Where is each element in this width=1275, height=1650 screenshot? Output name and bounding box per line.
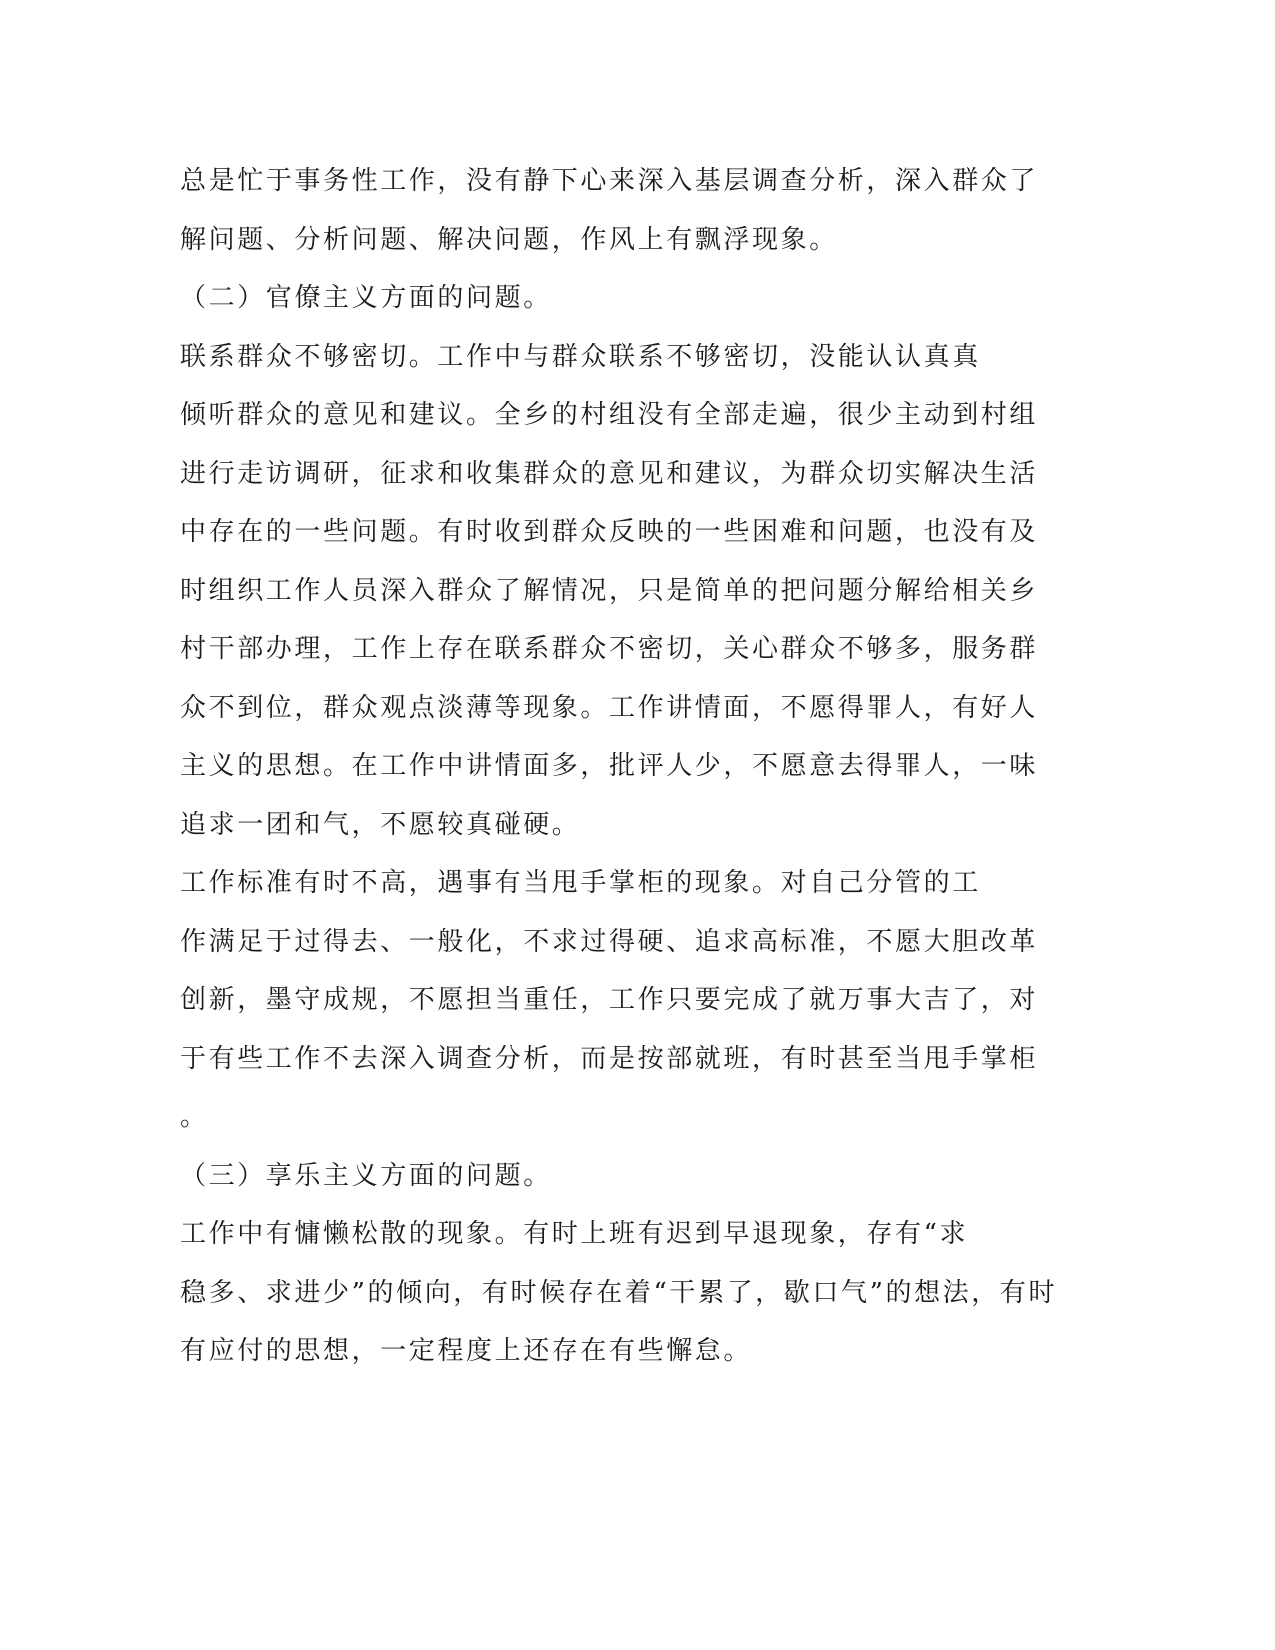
text-line: 解问题、分析问题、解决问题，作风上有飘浮现象。: [180, 224, 838, 255]
text-line: 总是忙于事务性工作，没有静下心来深入基层调查分析，深入群众了: [180, 166, 1039, 196]
text-line: 稳多、求进少”的倾向，有时候存在着“干累了，歇口气”的想法，有时: [180, 1277, 1058, 1308]
text-line: 时组织工作人员深入群众了解情况，只是简单的把问题分解给相关乡: [180, 575, 1039, 606]
text-line: 作满足于过得去、一般化，不求过得硬、追求高标准，不愿大胆改革: [180, 926, 1039, 957]
paragraph-first-line: 联系群众不够密切。工作中与群众联系不够密切，没能认认真真: [180, 341, 981, 372]
document-page: [180, 152, 1058, 1381]
text-line: 中存在的一些问题。有时收到群众反映的一些困难和问题，也没有及: [180, 517, 1039, 547]
text-line: 追求一团和气，不愿较真碰硬。: [180, 809, 581, 840]
section-heading: （二）官僚主义方面的问题。: [180, 283, 552, 313]
text-line: 。: [180, 1102, 209, 1132]
paragraph-first-line: 工作中有慵懒松散的现象。有时上班有迟到早退现象，存有“求: [180, 1219, 969, 1249]
text-line: 有应付的思想，一定程度上还存在有些懈怠。: [180, 1336, 753, 1366]
section-heading: （三）享乐主义方面的问题。: [180, 1160, 552, 1191]
text-line: 众不到位，群众观点淡薄等现象。工作讲情面，不愿得罪人，有好人: [180, 692, 1039, 723]
text-line: 村干部办理，工作上存在联系群众不密切，关心群众不够多，服务群: [180, 634, 1039, 664]
text-line: 倾听群众的意见和建议。全乡的村组没有全部走遍，很少主动到村组: [180, 400, 1039, 430]
text-line: 创新，墨守成规，不愿担当重任，工作只要完成了就万事大吉了，对: [180, 985, 1039, 1015]
text-line: 进行走访调研，征求和收集群众的意见和建议，为群众切实解决生活: [180, 458, 1039, 489]
paragraph-first-line: 工作标准有时不高，遇事有当甩手掌柜的现象。对自己分管的工: [180, 868, 981, 898]
text-line: 于有些工作不去深入调查分析，而是按部就班，有时甚至当甩手掌柜: [180, 1043, 1039, 1074]
text-line: 主义的思想。在工作中讲情面多，批评人少，不愿意去得罪人，一味: [180, 751, 1039, 781]
